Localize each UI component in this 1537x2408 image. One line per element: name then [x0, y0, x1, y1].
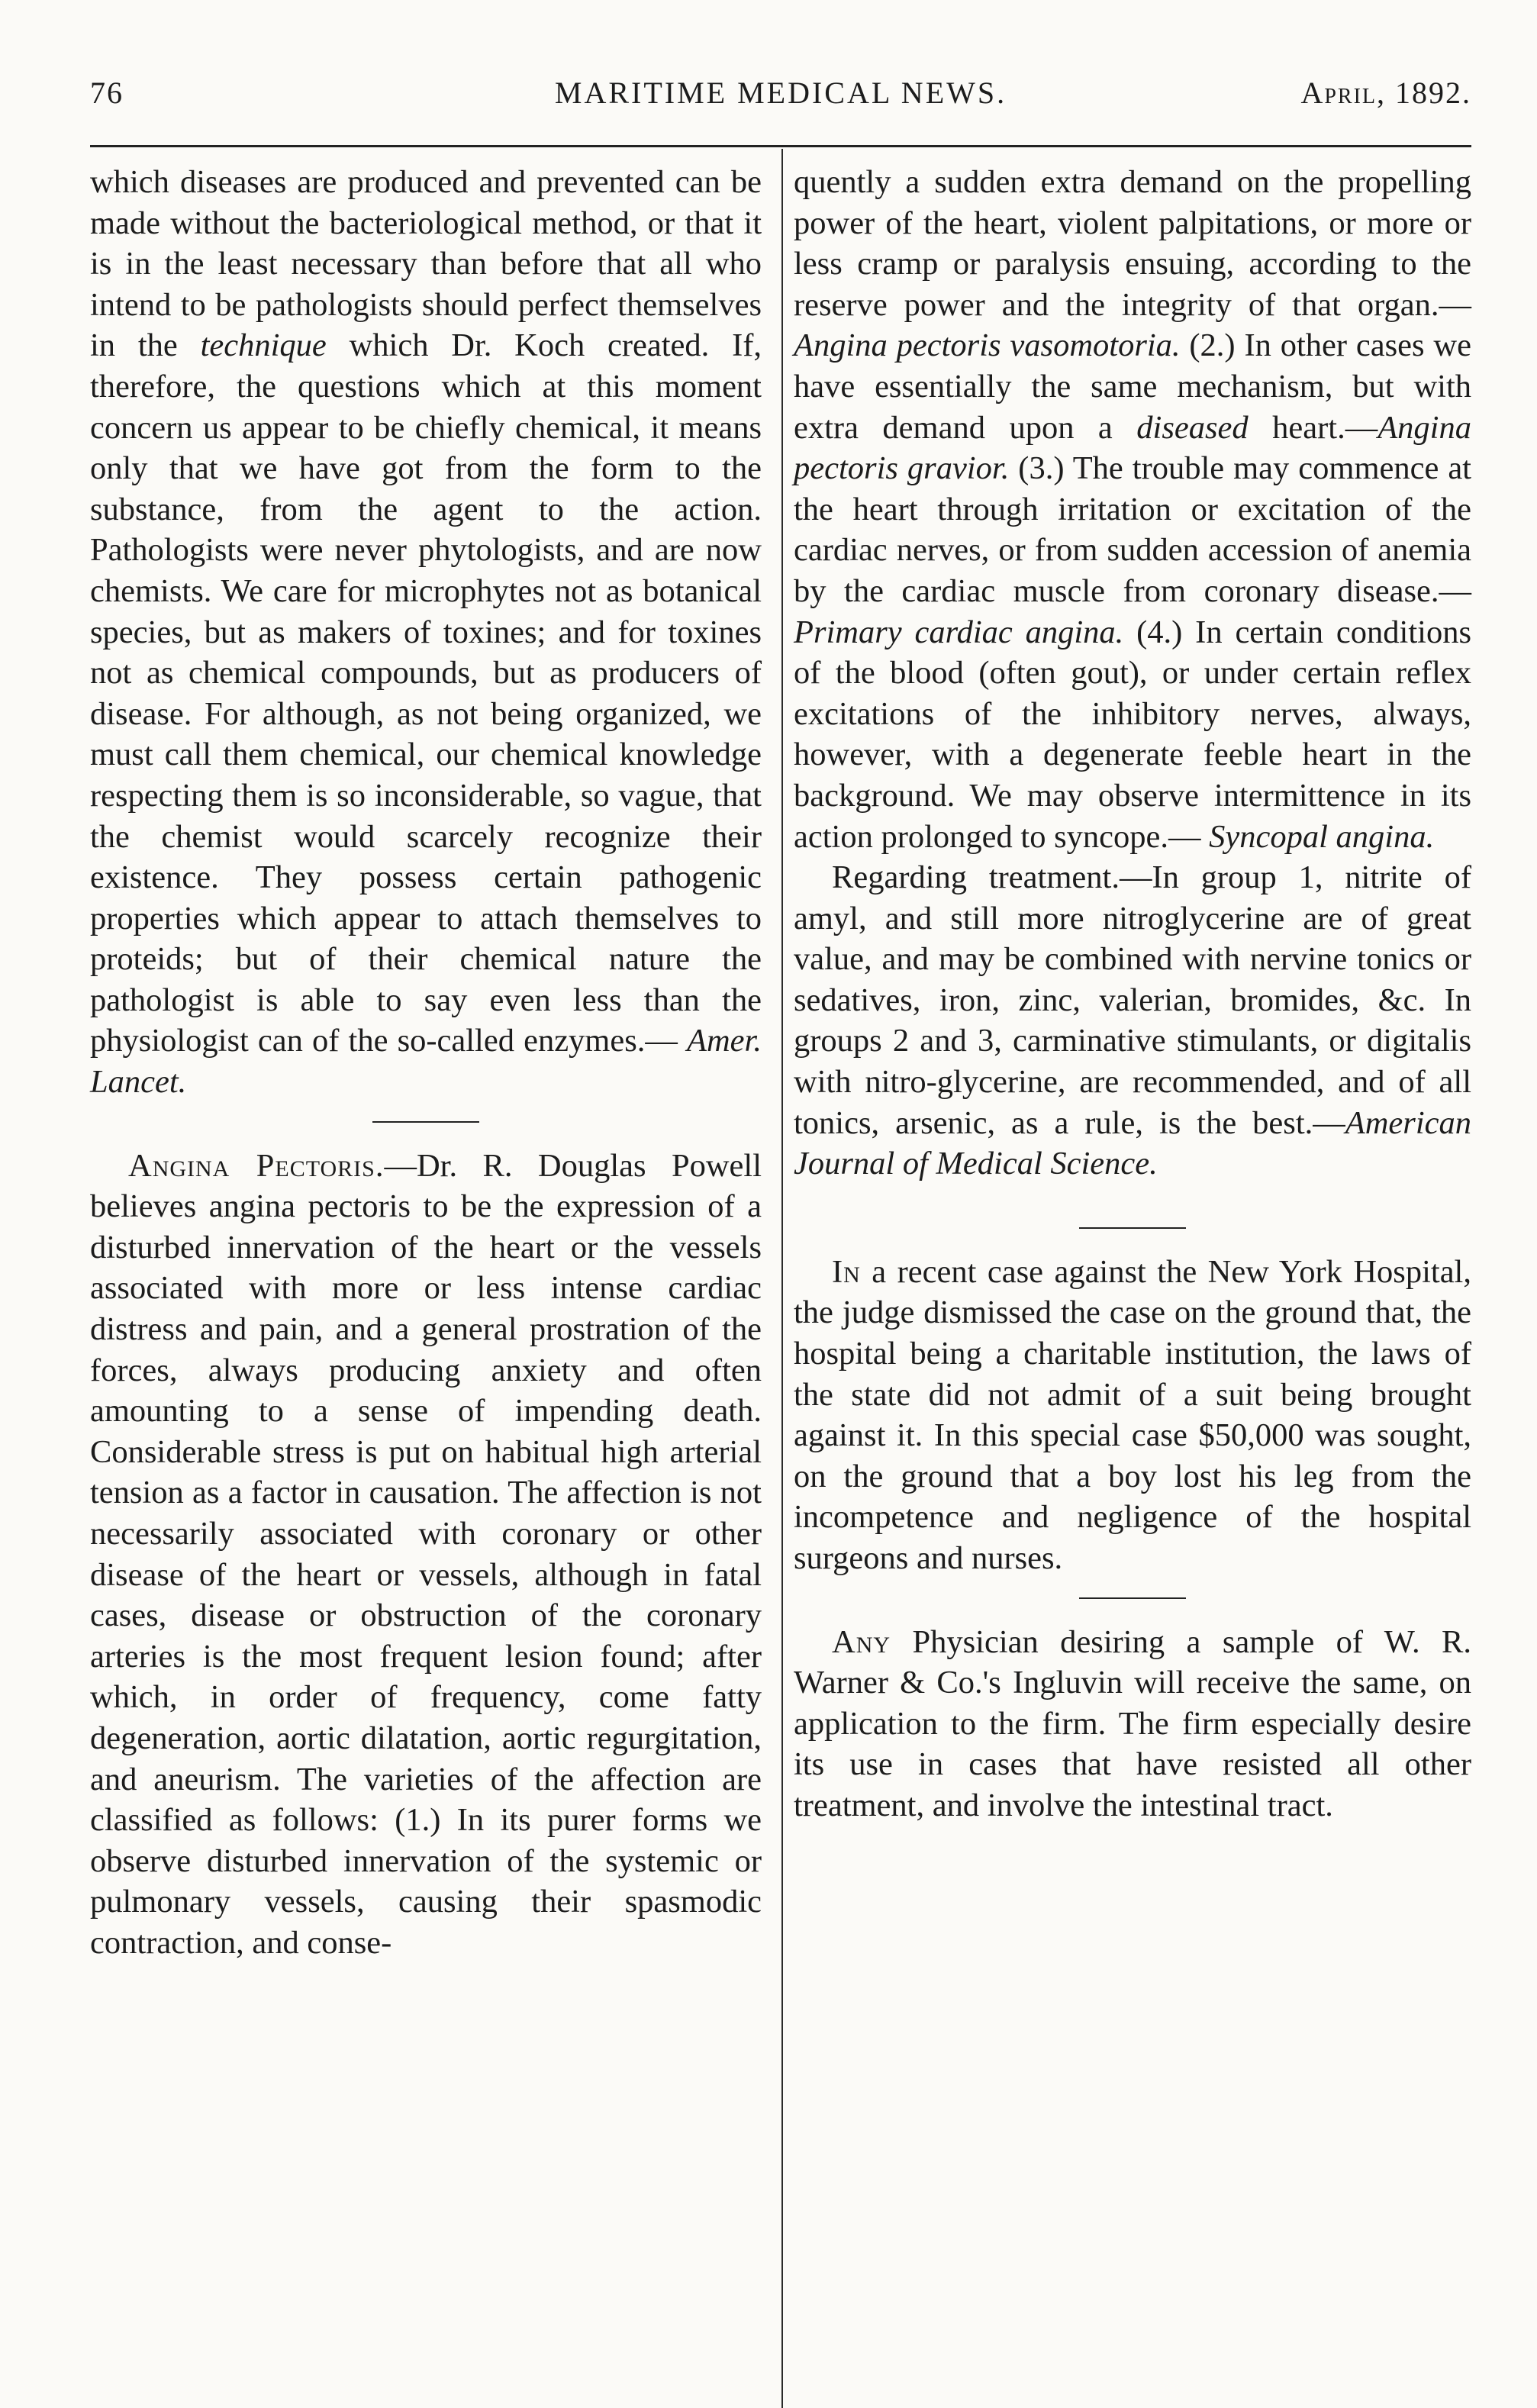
article-treatment: Regarding treatment.—In group 1, nitrite of amyl, and still more nitroglycerine are of great value, and may be combined with nervine tonics or sedatives, iron, zinc, valerian, bromides, &c. In groups 2 and 3, carminative stimulants, or digitalis with nitro-glycerine, are recommended, and of all tonics, arsenic, as a rule, is the best.—American Journal of Medical Science.	[794, 859, 1471, 1182]
section-separator	[1079, 1597, 1186, 1599]
issue-date: April, 1892.	[1300, 76, 1471, 110]
citation: Amer. Lancet.	[90, 1023, 762, 1101]
page-number: 76	[90, 76, 124, 110]
left-column	[90, 162, 762, 1964]
section-separator	[1079, 1227, 1186, 1229]
article-hospital-case: In a recent case against the New York Hospital, the judge dismissed the case on the ground that, the hospital being a charitable institution, the laws of the state did not admit of a suit being brought against it. In this special case $50,000 was sought, on the ground that a boy lost his leg from the incompetence and negligence of the hospital surgeons and nurses.	[794, 1253, 1471, 1576]
page-header	[90, 70, 1471, 116]
citation: American Journal of Medical Science.	[794, 1104, 1471, 1182]
notice-ingluvin: Any Physician desiring a sample of W. R. Warner & Co.'s Ingluvin will receive the same, on application to the firm. The firm especially desire its use in cases that have resisted all other treatment, and involve the intestinal tract.	[794, 1623, 1471, 1823]
section-separator	[372, 1121, 479, 1123]
column-divider	[781, 149, 783, 2408]
article-heading: Angina Pectoris.	[128, 1147, 385, 1184]
header-rule	[90, 145, 1471, 147]
article-angina-continued: quently a sudden extra demand on the propelling power of the heart, violent palpitations, or more or less cramp or paralysis ensuing, according to the reserve power and the integrity of that organ.—Angina pectoris vasomotoria. (2.) In other cases we have essentially the same mechanism, but with extra demand upon a diseased heart.—Angina pectoris gravior. (3.) The trouble may commence at the heart through irritation or excitation of the cardiac nerves, or from sudden accession of anemia by the cardiac muscle from coronary disease.—Primary cardiac angina. (4.) In certain conditions of the blood (often gout), or under certain reflex excitations of the inhibitory nerves, always, however, with a degenerate feeble heart in the background. We may observe intermittence in its action prolonged to syncope.— Syncopal angina.	[794, 164, 1471, 855]
journal-title: MARITIME MEDICAL NEWS.	[554, 76, 1007, 110]
article-bacteriology-continued: which diseases are produced and prevented can be made without the bacteriological method, or that it is in the least necessary than before that all who intend to be pathologists should perfect themselves in the technique which Dr. Koch created. If, therefore, the questions which at this moment concern us appear to be chiefly chemical, it means only that we have got from the form to the substance, from the agent to the action. Pathologists were never phytologists, and are now chemists. We care for microphytes not as botanical species, but as makers of toxines; and for toxines not as chemical compounds, but as producers of disease. For although, as not being organized, we must call them chemical, our chemical knowledge respecting them is so inconsiderable, so vague, that the chemist would scarcely recognize their existence. They possess certain pathogenic properties which appear to attach themselves to proteids; but of their chemical nature the pathologist is able to say even less than the physiologist can of the so-called enzymes.— Amer. Lancet.	[90, 164, 762, 1101]
article-angina-pectoris: Angina Pectoris.—Dr. R. Douglas Powell believes angina pectoris to be the expression of a disturbed innervation of the heart or the vessels associated with more or less intense cardiac distress and pain, and a general prostration of the forces, always producing anxiety and often amounting to a sense of impending death. Considerable stress is put on habitual high arterial tension as a factor in causation. The affection is not necessarily associated with coronary or other disease of the heart or vessels, although in fatal cases, disease or obstruction of the coronary arteries is the most frequent lesion found; after which, in order of frequency, come fatty degeneration, aortic dilatation, aortic regurgitation, and aneurism. The varieties of the affection are classified as follows: (1.) In its purer forms we observe disturbed innervation of the systemic or pulmonary vessels, causing their spasmodic contraction, and conse-	[90, 1147, 762, 1961]
right-column	[794, 162, 1471, 1826]
